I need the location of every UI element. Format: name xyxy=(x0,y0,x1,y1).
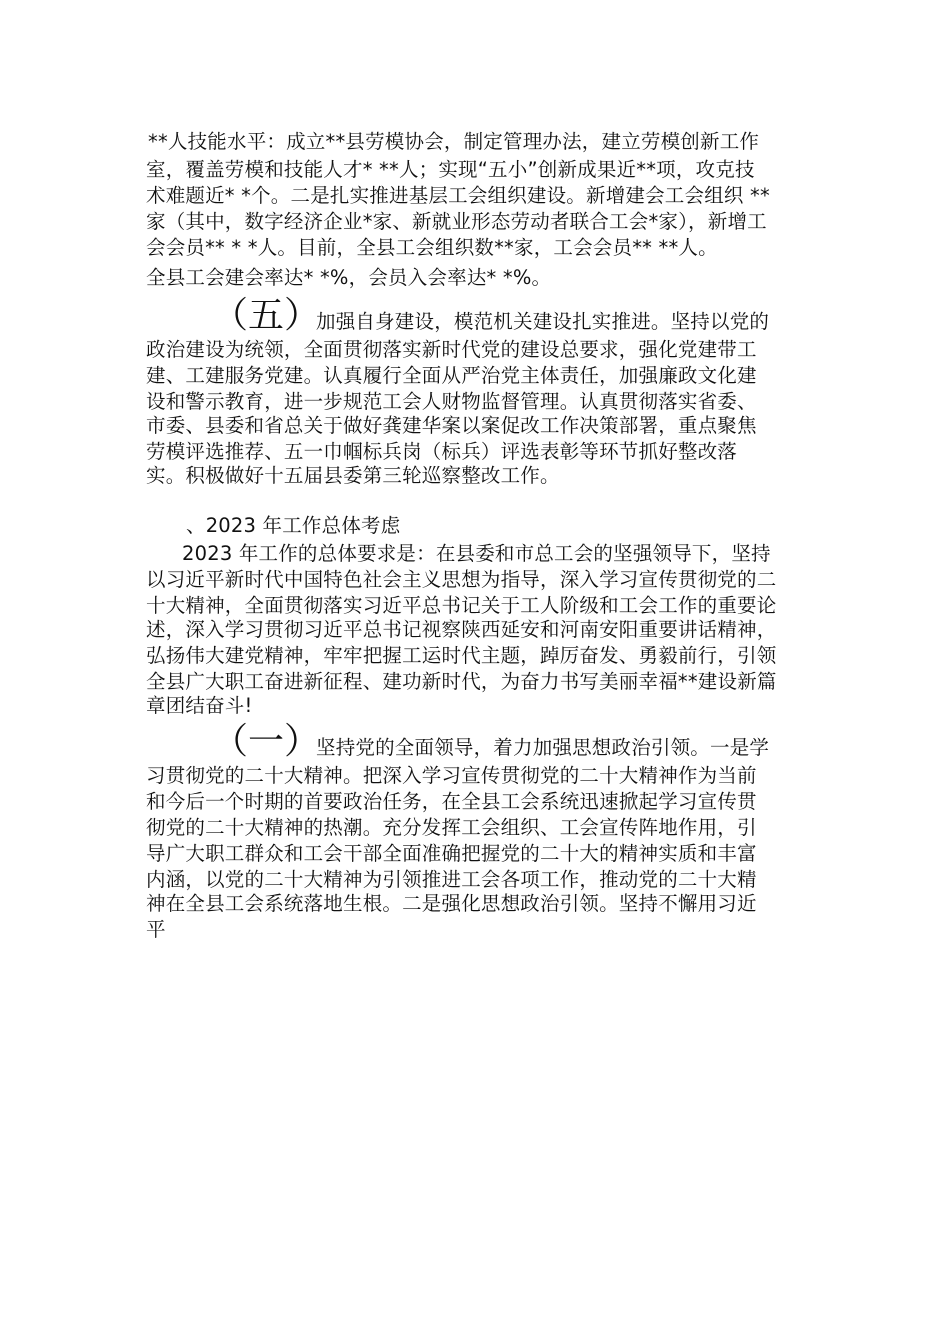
paragraph-line: 以习近平新时代中国特色社会主义思想为指导，深入学习宣传贯彻党的二 xyxy=(146,568,777,591)
paragraph-line: 导广大职工群众和工会干部全面准确把握党的二十大的精神实质和丰富 xyxy=(146,842,757,865)
paragraph-line: 政治建设为统领，全面贯彻落实新时代党的建设总要求，强化党建带工 xyxy=(146,338,757,361)
paragraph-line: 室，覆盖劳模和技能人才* **人；实现“五小”创新成果近**项，攻克技 xyxy=(146,158,755,181)
paragraph-line: 术难题近* *个。二是扎实推进基层工会组织建设。新增建会工会组织 ** xyxy=(146,184,770,207)
section-heading-line: 坚持党的全面领导，着力加强思想政治引领。一是学 xyxy=(316,736,770,759)
paragraph-line: 市委、县委和省总关于做好龚建华案以案促改工作决策部署，重点聚焦 xyxy=(146,414,757,437)
section-number: （五） xyxy=(212,295,321,336)
paragraph-line: 神在全县工会系统落地生根。二是强化思想政治引领。坚持不懈用习近 xyxy=(146,892,757,915)
paragraph-line: 实。积极做好十五届县委第三轮巡察整改工作。 xyxy=(146,464,560,487)
paragraph-line: **人技能水平：成立**县劳模协会，制定管理办法，建立劳模创新工作 xyxy=(148,130,760,153)
paragraph-line: 设和警示教育，进一步规范工会人财物监督管理。认真贯彻落实省委、 xyxy=(146,390,757,413)
section-heading-line: 加强自身建设，模范机关建设扎实推进。坚持以党的 xyxy=(316,310,770,333)
paragraph-line: 内涵，以党的二十大精神为引领推进工会各项工作，推动党的二十大精 xyxy=(146,868,757,891)
paragraph-line: 和今后一个时期的首要政治任务，在全县工会系统迅速掀起学习宣传贯 xyxy=(146,790,757,813)
paragraph-line: 劳模评选推荐、五一巾帼标兵岗（标兵）评选表彰等环节抓好整改落 xyxy=(146,440,738,463)
paragraph-line: 述，深入学习贯彻习近平总书记视察陕西延安和河南安阳重要讲话精神， xyxy=(146,618,777,641)
paragraph-line: 建、工建服务党建。认真履行全面从严治党主体责任，加强廉政文化建 xyxy=(146,364,757,387)
paragraph-line: 全县工会建会率达* *%，会员入会率达* *%。 xyxy=(146,266,552,289)
paragraph-line: 全县广大职工奋进新征程、建功新时代，为奋力书写美丽幸福**建设新篇 xyxy=(146,670,777,693)
paragraph-line: 章团结奋斗! xyxy=(146,694,253,717)
paragraph-line: 十大精神，全面贯彻落实习近平总书记关于工人阶级和工会工作的重要论 xyxy=(146,594,777,617)
paragraph-line: 彻党的二十大精神的热潮。充分发挥工会组织、工会宣传阵地作用，引 xyxy=(146,816,757,839)
section-heading: 、2023 年工作总体考虑 xyxy=(186,514,401,537)
paragraph-line: 2023 年工作的总体要求是：在县委和市总工会的坚强领导下，坚持 xyxy=(182,542,771,565)
paragraph-line: 平 xyxy=(146,918,166,941)
section-number: （一） xyxy=(212,721,321,762)
paragraph-line: 习贯彻党的二十大精神。把深入学习宣传贯彻党的二十大精神作为当前 xyxy=(146,764,757,787)
paragraph-line: 家（其中，数字经济企业*家、新就业形态劳动者联合工会*家），新增工 xyxy=(146,210,767,233)
paragraph-line: 弘扬伟大建党精神，牢牢把握工运时代主题，踔厉奋发、勇毅前行，引领 xyxy=(146,644,777,667)
paragraph-line: 会会员** * *人。目前，全县工会组织数**家，工会会员** **人。 xyxy=(146,236,718,259)
